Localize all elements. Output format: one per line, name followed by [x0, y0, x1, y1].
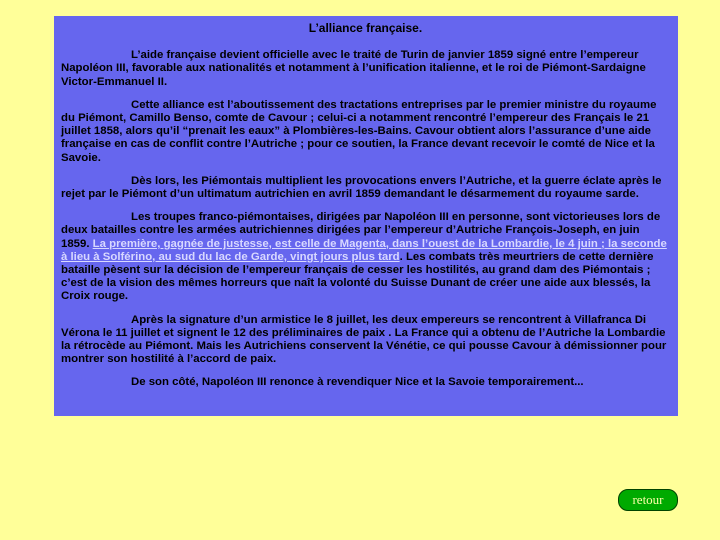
battles-text-outro: . Les combats très meurtriers de cette dernière bataille pèsent sur la décision de l’empereur français de cesser les hostilités, au grand dam des Piémontais ; c’est de la vision des mêmes horreurs que naît la volonté du Suisse Dunant de créer une aide aux blessés, la Croix rouge. [61, 250, 654, 303]
paragraph-conclusion: De son côté, Napoléon III renonce à revendiquer Nice et la Savoie temporairement... [131, 376, 584, 389]
paragraph-cavour: Cette alliance est l’aboutissement des tractations entreprises par le premier ministre du royaume du Piémont, Camillo Benso, comte de Cavour ; celui-ci a notamment rencontré l’empereur des Français le 21 juillet 1858, alors qu’il “prenait les eaux” à Plombières-les-Bains. Cavour obtient alors l’assurance d’une aide française en cas de conflit contre l’Autriche ; pour ce soutien, la France devant recevoir le comté de Nice et la Savoie. [61, 98, 657, 164]
retour-button[interactable]: retour [618, 489, 678, 511]
paragraph-battles [61, 211, 670, 303]
content-panel [54, 16, 678, 416]
battles-text-intro: Les troupes franco-piémontaises, dirigées par Napoléon III en personne, sont victorieuses lors de deux batailles contre les armées autrichiennes dirigées par l’empereur d’Autriche François-Joseph, en juin 1859. [61, 211, 661, 250]
paragraph-treaty: L’aide française devient officielle avec le traité de Turin de janvier 1859 signé entre l’empereur Napoléon III, favorable aux nationalités et notamment à l’unification italienne, et le roi de Piémont-Sardaigne Victor-Emmanuel II. [61, 49, 646, 88]
paragraph-war: Dès lors, les Piémontais multiplient les provocations envers l’Autriche, et la guerre éclate après le rejet par le Piémont d’un ultimatum autrichien en avril 1859 demandant le désarmement du royaume sarde. [61, 174, 662, 201]
paragraph-armistice: Après la signature d’un armistice le 8 juillet, les deux empereurs se rencontrent à Villafranca Di Vérona le 11 juillet et signent le 12 des préliminaires de paix . La France qui a obtenu de l’Autriche la Lombardie la rétrocède au Piémont. Mais les Autrichiens conservent la Vénétie, ce qui pousse Cavour à démissionner pour montrer son hostilité à l’accord de paix. [61, 313, 667, 366]
page-title: L’alliance française. [308, 21, 423, 35]
battles-link[interactable]: La première, gagnée de justesse, est celle de Magenta, dans l’ouest de la Lombardie, le 4 juin ; la seconde à lieu à Solférino, au sud du lac de Garde, vingt jours plus tard [61, 237, 667, 263]
